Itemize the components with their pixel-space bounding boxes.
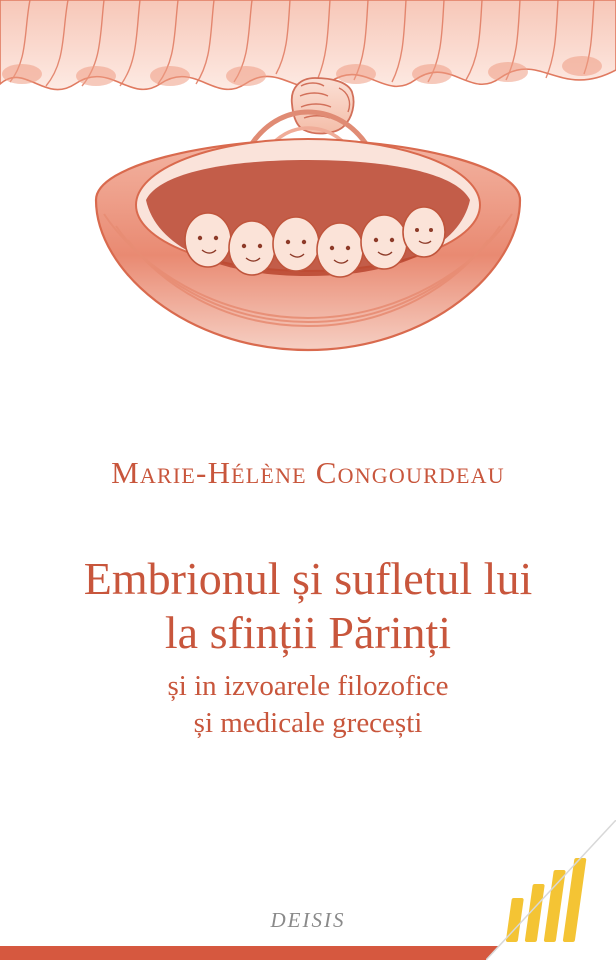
subtitle-line-1: și in izvoarele filozofice: [167, 670, 449, 702]
drape-curtain: [0, 0, 616, 90]
title-block: [0, 552, 616, 742]
subtitle-block: [0, 668, 616, 742]
publisher-name: DEISIS: [270, 908, 346, 932]
title-line-1: Embrionul și sufletul lui: [83, 553, 533, 604]
basket-of-infants-illustration: [0, 0, 616, 420]
page-curl-corner: [486, 820, 616, 960]
title-line-2: la sfinții Părinți: [164, 607, 452, 658]
author-name: Marie-Hélène Congourdeau: [111, 455, 505, 490]
subtitle-line-2: și medicale grecești: [193, 707, 423, 739]
